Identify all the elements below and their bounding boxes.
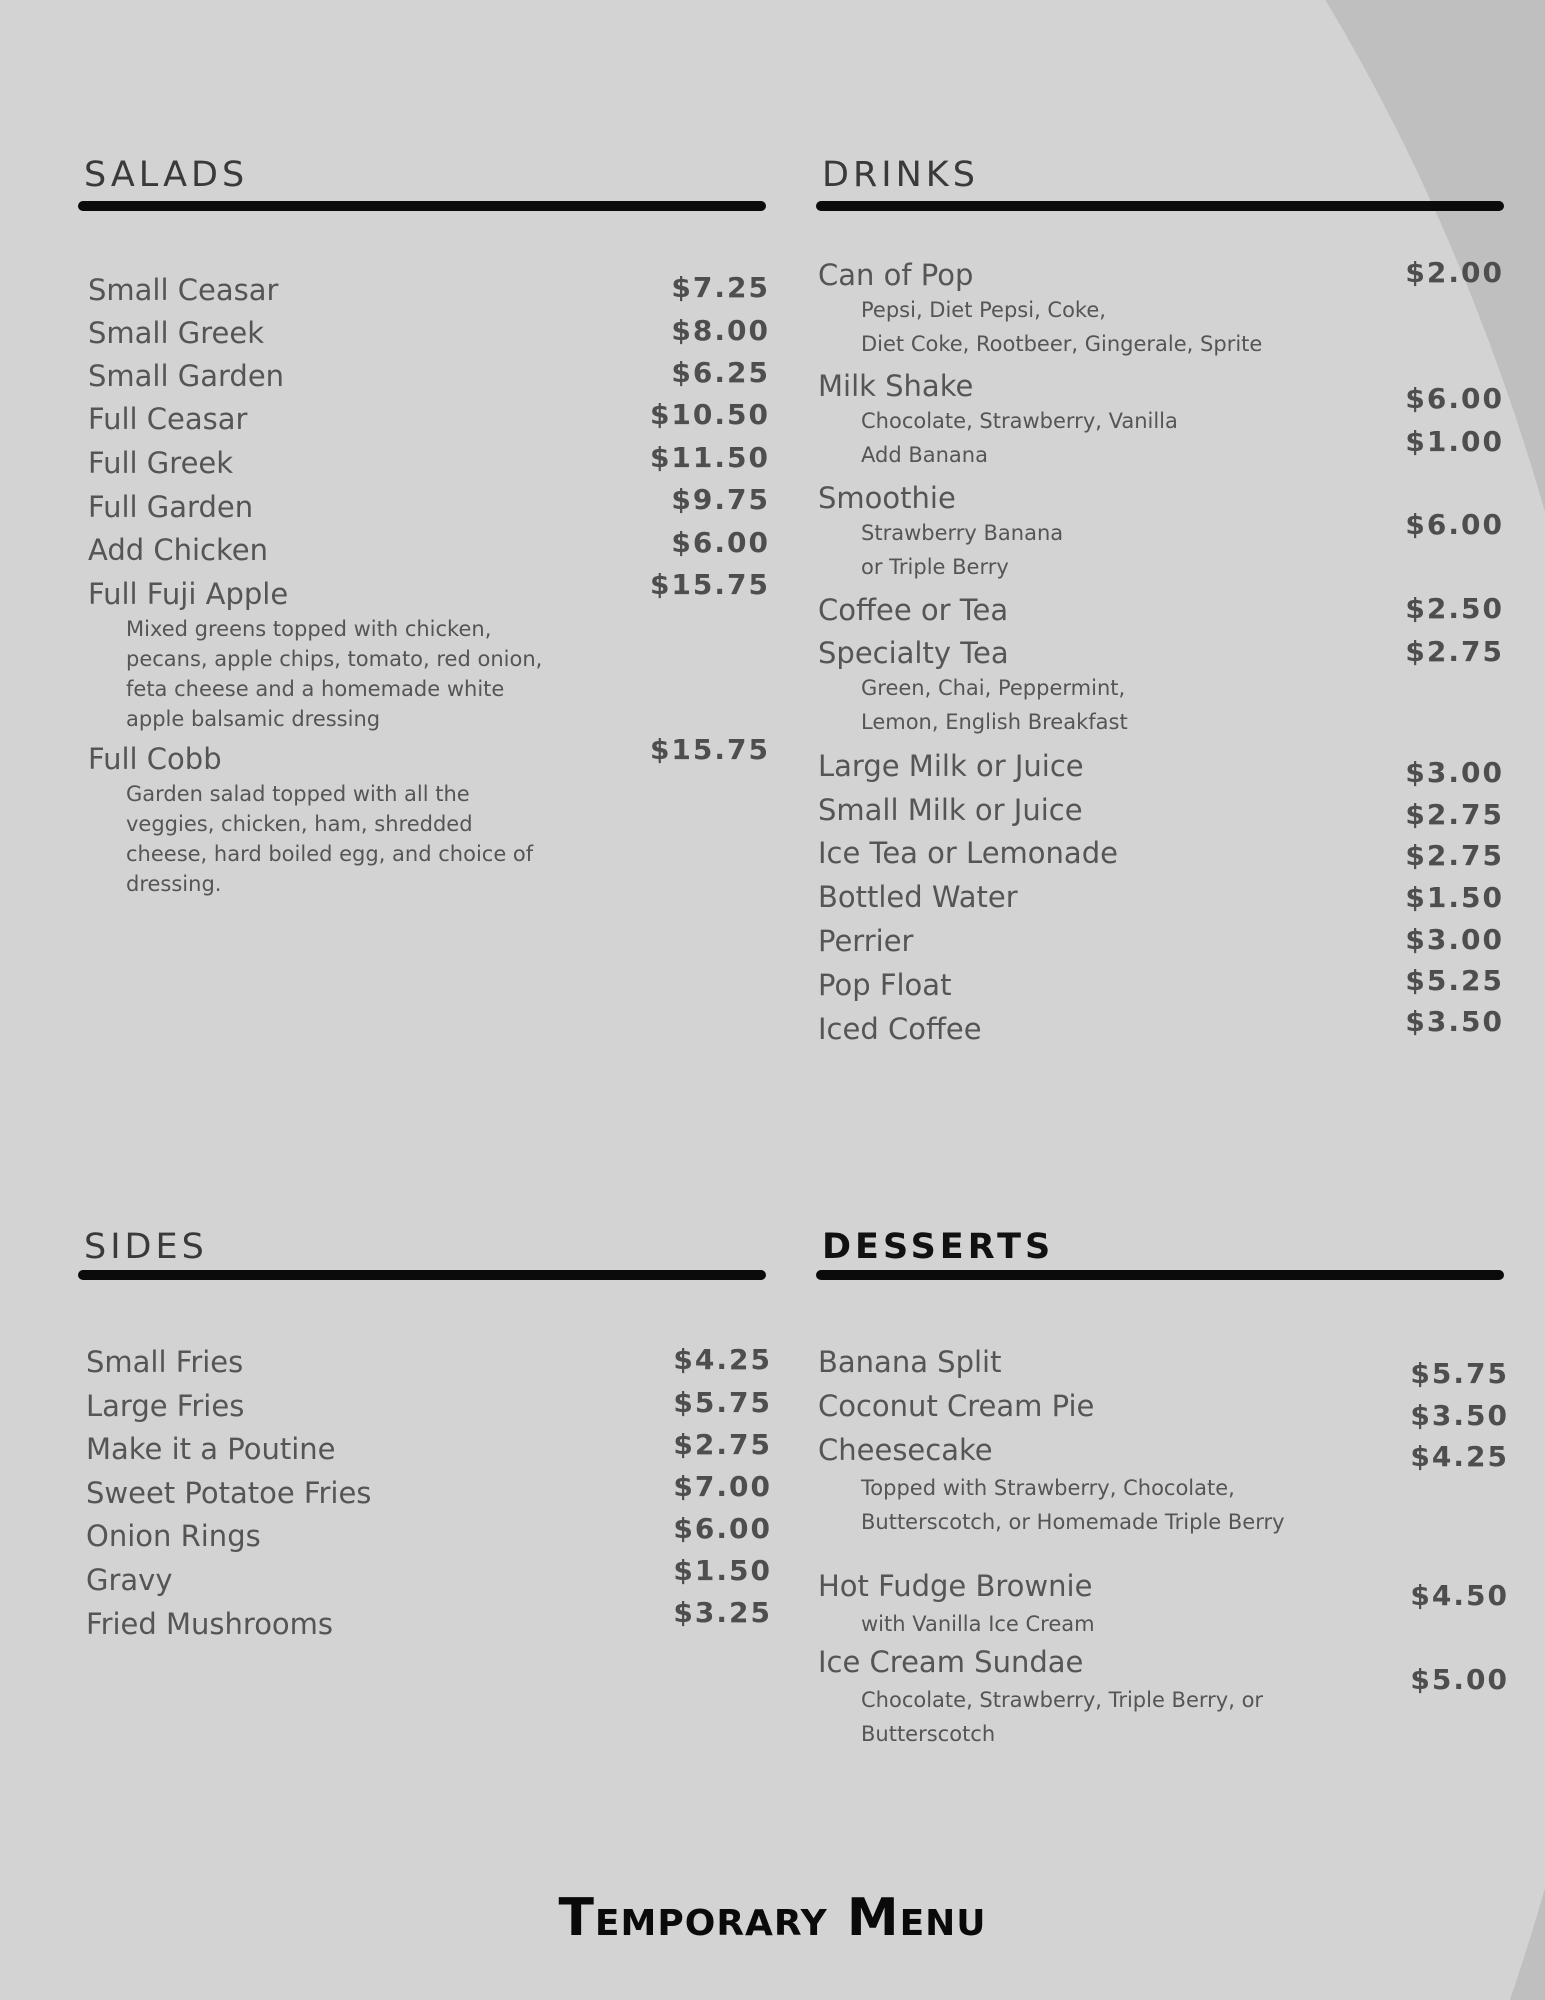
sides-item-name-large-fries: Large Fries — [86, 1389, 245, 1423]
sides-item-name-fried-mushrooms: Fried Mushrooms — [86, 1607, 334, 1641]
drinks-item-desc-smoothie-1: Strawberry Banana — [861, 521, 1064, 545]
drinks-item-desc-can-of-pop-1: Pepsi, Diet Pepsi, Coke, — [861, 298, 1106, 322]
sides-heading: SIDES — [84, 1227, 208, 1267]
drinks-item-price-smoothie: $6.00 — [1405, 508, 1504, 541]
salads-item-price-small-greek: $8.00 — [671, 314, 770, 347]
desserts-item-name-cheesecake: Cheesecake — [818, 1433, 993, 1467]
salads-item-price-full-fuji-apple: $15.75 — [649, 568, 770, 601]
drinks-item-desc-milk-shake-1: Chocolate, Strawberry, Vanilla — [861, 409, 1178, 433]
salads-item-price-add-chicken: $6.00 — [671, 526, 770, 559]
drinks-item-name-small-milk-or-juice: Small Milk or Juice — [818, 793, 1083, 827]
drinks-item-price-can-of-pop: $2.00 — [1405, 256, 1504, 289]
drinks-section — [816, 155, 1506, 1055]
drinks-item-name-large-milk-or-juice: Large Milk or Juice — [818, 749, 1084, 783]
drinks-item-name-coffee-or-tea: Coffee or Tea — [818, 593, 1009, 627]
salads-item-price-full-ceasar: $10.50 — [649, 398, 770, 431]
drinks-item-price-iced-coffee: $3.50 — [1405, 1005, 1504, 1038]
drinks-item-price-small-milk-or-juice: $2.75 — [1405, 798, 1504, 831]
salads-item-name-full-cobb: Full Cobb — [88, 742, 222, 776]
drinks-item-name-milk-shake: Milk Shake — [818, 369, 974, 403]
sides-item-price-fried-mushrooms: $3.25 — [673, 1596, 772, 1629]
drinks-item-name-smoothie: Smoothie — [818, 481, 956, 515]
salads-item-name-full-greek: Full Greek — [88, 446, 234, 480]
salads-item-desc-full-cobb-1: Garden salad topped with all the — [126, 782, 470, 806]
salads-item-price-small-garden: $6.25 — [671, 356, 770, 389]
drinks-item-name-can-of-pop: Can of Pop — [818, 258, 974, 292]
salads-item-name-full-ceasar: Full Ceasar — [88, 402, 248, 436]
salads-item-desc-full-fuji-apple-2: pecans, apple chips, tomato, red onion, — [126, 647, 543, 671]
sides-item-price-onion-rings: $6.00 — [673, 1512, 772, 1545]
drinks-item-name-iced-coffee: Iced Coffee — [818, 1012, 982, 1046]
desserts-item-price-hot-fudge-brownie: $4.50 — [1410, 1579, 1509, 1612]
salads-item-desc-full-fuji-apple-3: feta cheese and a homemade white — [126, 677, 505, 701]
drinks-item-price-ice-tea-or-lemonade: $2.75 — [1405, 839, 1504, 872]
drinks-item-desc-specialty-tea-2: Lemon, English Breakfast — [861, 710, 1128, 734]
drinks-item-price-specialty-tea: $2.75 — [1405, 635, 1504, 668]
desserts-heading: DESSERTS — [822, 1227, 1055, 1267]
desserts-item-price-banana-split: $5.75 — [1410, 1357, 1509, 1390]
sides-heading-rule — [78, 1270, 766, 1280]
salads-item-name-small-ceasar: Small Ceasar — [88, 273, 279, 307]
desserts-item-desc-cheesecake-2: Butterscotch, or Homemade Triple Berry — [861, 1510, 1285, 1534]
salads-item-price-full-cobb: $15.75 — [649, 733, 770, 766]
salads-item-name-add-chicken: Add Chicken — [88, 533, 268, 567]
drinks-heading: DRINKS — [822, 155, 979, 195]
desserts-item-price-ice-cream-sundae: $5.00 — [1410, 1663, 1509, 1696]
sides-item-name-gravy: Gravy — [86, 1563, 173, 1597]
desserts-section — [816, 1227, 1511, 1747]
sides-item-name-sweet-potatoe-fries: Sweet Potatoe Fries — [86, 1476, 372, 1510]
salads-heading-rule — [78, 201, 766, 211]
drinks-item-name-pop-float: Pop Float — [818, 968, 952, 1002]
salads-item-price-full-greek: $11.50 — [649, 441, 770, 474]
salads-item-name-small-greek: Small Greek — [88, 316, 264, 350]
sides-item-name-make-it-a-poutine: Make it a Poutine — [86, 1432, 336, 1466]
drinks-heading-rule — [816, 201, 1504, 211]
sides-item-price-large-fries: $5.75 — [673, 1386, 772, 1419]
drinks-item-desc-milk-shake-2: Add Banana — [861, 443, 988, 467]
desserts-item-name-coconut-cream-pie: Coconut Cream Pie — [818, 1389, 1095, 1423]
salads-item-desc-full-cobb-3: cheese, hard boiled egg, and choice of — [126, 842, 534, 866]
desserts-item-name-ice-cream-sundae: Ice Cream Sundae — [818, 1645, 1084, 1679]
sides-item-price-small-fries: $4.25 — [673, 1343, 772, 1376]
desserts-item-name-banana-split: Banana Split — [818, 1345, 1002, 1379]
drinks-item-desc-specialty-tea-1: Green, Chai, Peppermint, — [861, 676, 1126, 700]
desserts-item-desc-ice-cream-sundae-1: Chocolate, Strawberry, Triple Berry, or — [861, 1688, 1264, 1712]
salads-heading: SALADS — [84, 155, 249, 195]
desserts-item-name-hot-fudge-brownie: Hot Fudge Brownie — [818, 1569, 1093, 1603]
drinks-item-price-perrier: $3.00 — [1405, 923, 1504, 956]
desserts-item-price-cheesecake: $4.25 — [1410, 1440, 1509, 1473]
menu-title: Temporary Menu — [558, 1888, 987, 1948]
drinks-item-name-perrier: Perrier — [818, 924, 914, 958]
desserts-item-price-coconut-cream-pie: $3.50 — [1410, 1399, 1509, 1432]
drinks-item-name-specialty-tea: Specialty Tea — [818, 636, 1009, 670]
desserts-item-desc-ice-cream-sundae-2: Butterscotch — [861, 1722, 996, 1746]
drinks-item-price-large-milk-or-juice: $3.00 — [1405, 756, 1504, 789]
sides-section — [78, 1227, 772, 1677]
sides-item-name-onion-rings: Onion Rings — [86, 1519, 261, 1553]
drinks-item-extra-price-milk-shake: $1.00 — [1405, 425, 1504, 458]
salads-item-price-full-garden: $9.75 — [671, 483, 770, 516]
sides-item-price-gravy: $1.50 — [673, 1554, 772, 1587]
salads-item-desc-full-fuji-apple-4: apple balsamic dressing — [126, 707, 381, 731]
salads-item-desc-full-cobb-2: veggies, chicken, ham, shredded — [126, 812, 473, 836]
sides-item-price-sweet-potatoe-fries: $7.00 — [673, 1470, 772, 1503]
sides-item-price-make-it-a-poutine: $2.75 — [673, 1428, 772, 1461]
drinks-item-name-ice-tea-or-lemonade: Ice Tea or Lemonade — [818, 836, 1118, 870]
drinks-item-price-pop-float: $5.25 — [1405, 964, 1504, 997]
salads-item-name-small-garden: Small Garden — [88, 359, 285, 393]
desserts-item-desc-hot-fudge-brownie-1: with Vanilla Ice Cream — [861, 1612, 1095, 1636]
salads-item-name-full-fuji-apple: Full Fuji Apple — [88, 577, 289, 611]
salads-item-price-small-ceasar: $7.25 — [671, 271, 770, 304]
drinks-item-desc-smoothie-2: or Triple Berry — [861, 555, 1009, 579]
drinks-item-name-bottled-water: Bottled Water — [818, 880, 1018, 914]
drinks-item-price-coffee-or-tea: $2.50 — [1405, 592, 1504, 625]
drinks-item-desc-can-of-pop-2: Diet Coke, Rootbeer, Gingerale, Sprite — [861, 332, 1263, 356]
salads-section — [78, 155, 768, 915]
drinks-item-price-milk-shake: $6.00 — [1405, 382, 1504, 415]
desserts-heading-rule — [816, 1270, 1504, 1280]
drinks-item-price-bottled-water: $1.50 — [1405, 881, 1504, 914]
salads-item-desc-full-cobb-4: dressing. — [126, 872, 222, 896]
desserts-item-desc-cheesecake-1: Topped with Strawberry, Chocolate, — [861, 1476, 1235, 1500]
salads-item-name-full-garden: Full Garden — [88, 490, 254, 524]
sides-item-name-small-fries: Small Fries — [86, 1345, 244, 1379]
salads-item-desc-full-fuji-apple-1: Mixed greens topped with chicken, — [126, 617, 492, 641]
